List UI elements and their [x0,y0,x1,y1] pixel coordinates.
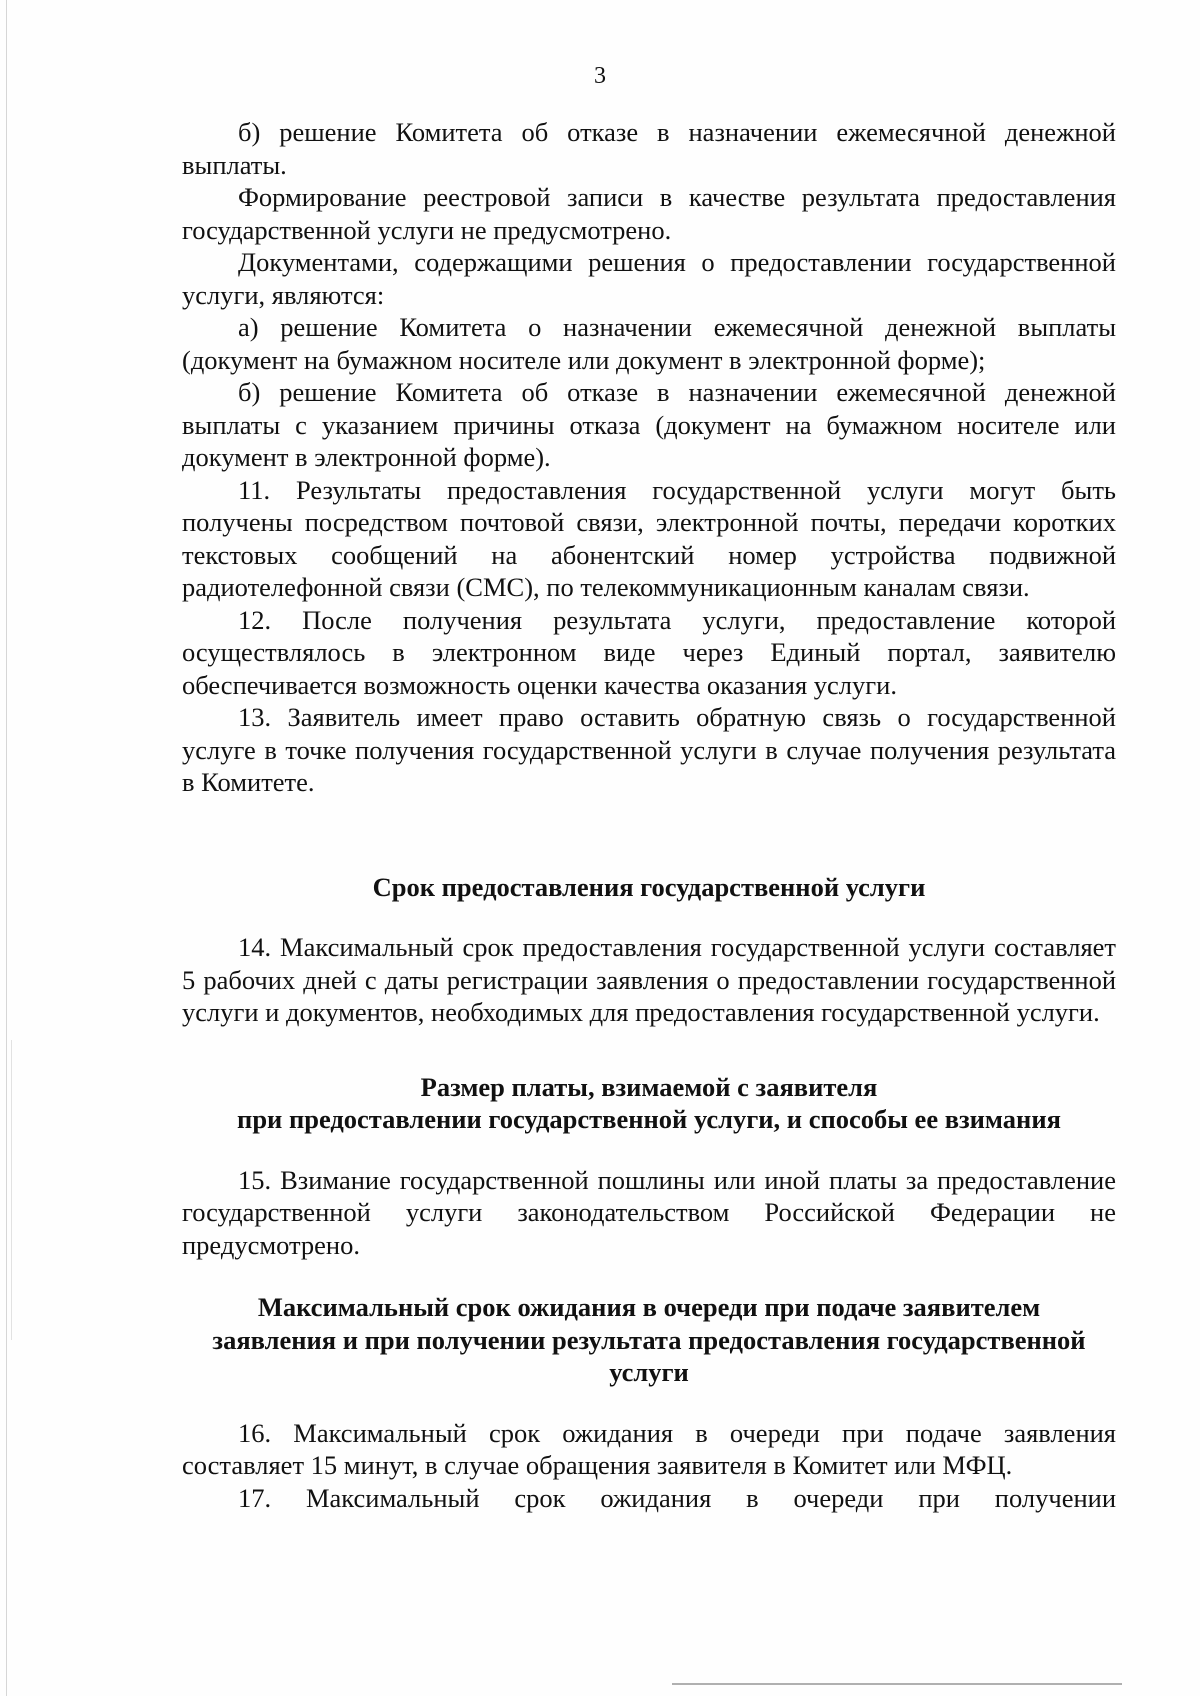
page-number: 3 [594,63,606,89]
paragraph: 17. Максимальный срок ожидания в очереди при получении [238,1482,1116,1513]
paragraph: б) решение Комитета об отказе в назначении ежемесячной денежной выплаты с указанием причины отказа (документ на бумажном носителе или документ в электронной форме). [182,377,1116,472]
document-body [182,116,1116,1514]
paragraph: б) решение Комитета об отказе в назначении ежемесячной денежной выплаты. [182,117,1116,180]
paragraph: 15. Взимание государственной пошлины или иной платы за предоставление государственной услуги законодательством Российской Федерации не предусмотрено. [182,1164,1116,1260]
paragraph: 13. Заявитель имеет право оставить обратную связь о государственной услуге в точке получения государственной услуги в случае получения результата в Комитете. [182,702,1116,797]
scan-edge-line [6,0,7,1696]
paragraph: 11. Результаты предоставления государственной услуги могут быть получены посредством почтовой связи, электронной почты, передачи коротких текстовых сообщений на абонентский номер устройства подвижной радиотелефонной связи (СМС), по телекоммуникационным каналам связи. [182,474,1116,602]
section-heading: Срок предоставления государственной услуги [372,871,926,902]
section-heading: Максимальный срок ожидания в очереди при подаче заявителем [257,1292,1041,1322]
section-heading: заявления и при получении результата предоставления государственной [212,1324,1086,1355]
section-heading: услуги [609,1357,689,1387]
section-heading: Размер платы, взимаемой с заявителя [420,1071,878,1102]
paragraph: 16. Максимальный срок ожидания в очереди при подаче заявления составляет 15 минут, в случае обращения заявителя в Комитет или МФЦ. [182,1417,1116,1480]
paragraph: Формирование реестровой записи в качестве результата предоставления государственной услуги не предусмотрено. [182,182,1116,245]
footer-rule [672,1683,1122,1685]
paragraph: а) решение Комитета о назначении ежемесячной денежной выплаты (документ на бумажном носителе или документ в электронной форме); [182,312,1116,375]
paragraph: 12. После получения результата услуги, предоставление которой осуществлялось в электронном виде через Единый портал, заявителю обеспечивается возможность оценки качества оказания услуги. [182,604,1116,700]
paragraph: Документами, содержащими решения о предоставлении государственной услуги, являются: [182,247,1116,310]
paragraph: 14. Максимальный срок предоставления государственной услуги составляет 5 рабочих дней с даты регистрации заявления о предоставлении государственной услуги и документов, необходимых для предоставления государственной услуги. [182,932,1116,1027]
scan-edge-line [11,1040,12,1340]
section-heading: при предоставлении государственной услуги, и способы ее взимания [237,1104,1061,1134]
